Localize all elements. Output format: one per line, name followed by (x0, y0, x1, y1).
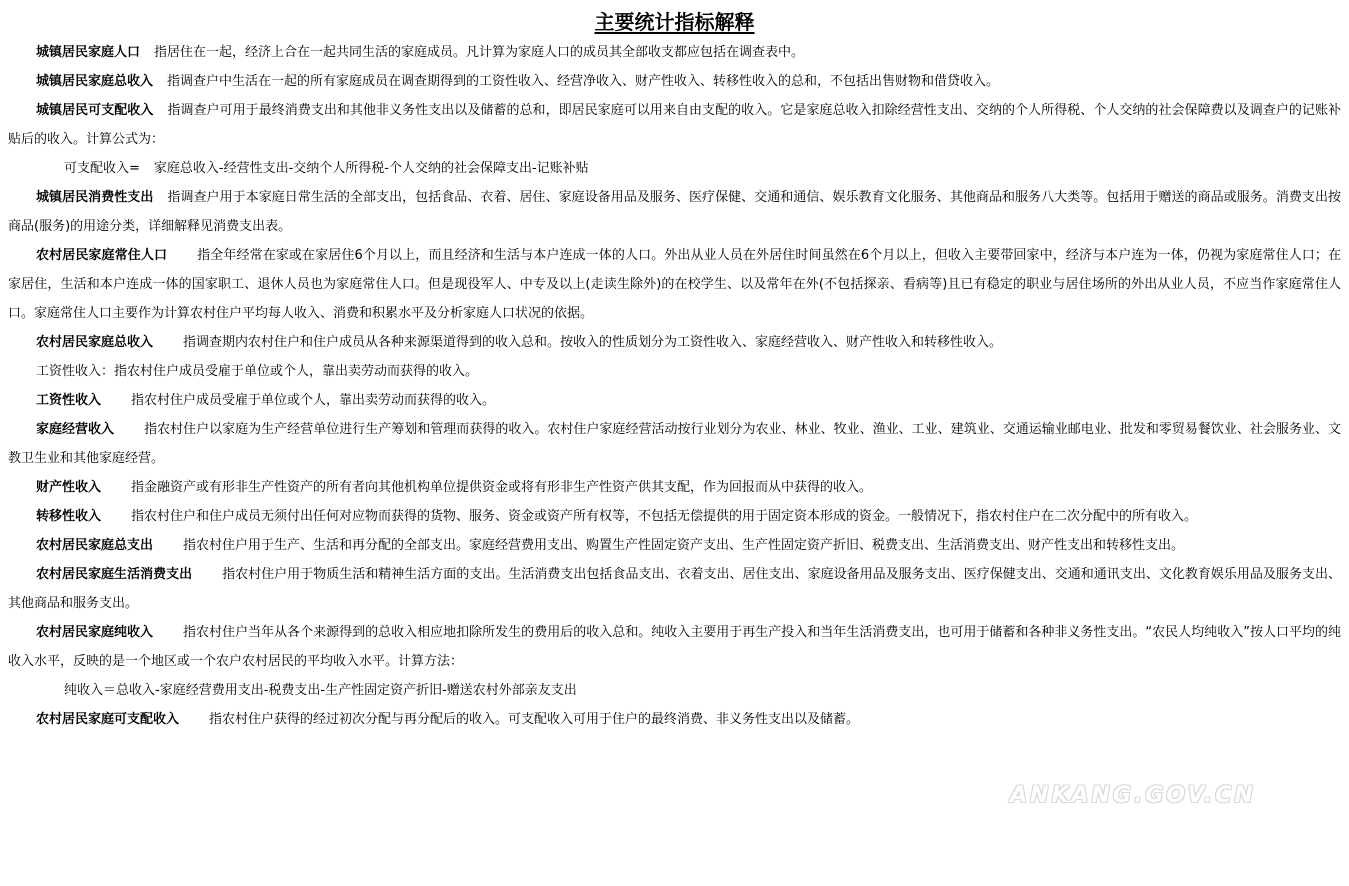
definition-rural-total-income (8, 328, 1341, 357)
definition-text: 指全年经常在家或在家居住6个月以上，而且经济和生活与本户连成一体的人口。外出从业人员在外居住时间虽然在6个月以上，但收入主要带回家中，经济与本户连为一体，仍视为家庭常住人口；在家居住，生活和本户连成一体的国家职工、退休人员也为家庭常住人口。但是现役军人、中专及以上(走读生除外)的在校学生、以及常年在外(不包括探亲、看病等)且已有稳定的职业与居住场所的外出从业人员，不应当作家庭常住人口。家庭常住人口主要作为计算农村住户平均每人收入、消费和积累水平及分析家庭人口状况的依据。 (8, 248, 1341, 321)
definition-text: 指农村住户成员受雇于单位或个人，靠出卖劳动而获得的收入。 (131, 393, 496, 408)
definition-text: 指调查户用于本家庭日常生活的全部支出，包括食品、衣着、居住、家庭设备用品及服务、医疗保健、交通和通信、娱乐教育文化服务、其他商品和服务八大类等。包括用于赠送的商品或服务。消费支出按商品(服务)的用途分类，详细解释见消费支出表。 (8, 190, 1341, 234)
definition-wage-income (8, 386, 1341, 415)
term-label: 农村居民家庭纯收入 (36, 625, 154, 640)
definition-rural-living-consumption (8, 560, 1341, 618)
definition-household-business-income (8, 415, 1341, 473)
formula-label: 纯收入＝总收入-家庭经营费用支出-税费支出-生产性固定资产折旧-赠送农村外部亲友支出 (64, 683, 577, 698)
definition-text: 指居住在一起，经济上合在一起共同生活的家庭成员。凡计算为家庭人口的成员其全部收支都应包括在调查表中。 (154, 45, 805, 60)
definition-urban-disposable-income (8, 96, 1341, 154)
definition-text: 指调查期内农村住户和住户成员从各种来源渠道得到的收入总和。按收入的性质划分为工资性收入、家庭经营收入、财产性收入和转移性收入。 (183, 335, 1003, 350)
term-label: 财产性收入 (36, 480, 102, 495)
document-page (8, 8, 1341, 734)
definition-rural-resident-population (8, 241, 1341, 328)
definition-text: 指农村住户用于生产、生活和再分配的全部支出。家庭经营费用支出、购置生产性固定资产支出、生产性固定资产折旧、税费支出、生活消费支出、财产性支出和转移性支出。 (183, 538, 1185, 553)
term-label: 农村居民家庭可支配收入 (36, 712, 180, 727)
term-label: 城镇居民家庭人口 (36, 45, 141, 60)
definition-rural-disposable-income (8, 705, 1341, 734)
definition-rural-net-income (8, 618, 1341, 676)
definition-urban-household-population (8, 38, 1341, 67)
definition-text: 工资性收入：指农村住户成员受雇于单位或个人，靠出卖劳动而获得的收入。 (36, 364, 479, 379)
definition-text: 指调查户可用于最终消费支出和其他非义务性支出以及储蓄的总和，即居民家庭可以用来自由支配的收入。它是家庭总收入扣除经营性支出、交纳的个人所得税、个人交纳的社会保障费以及调查户的记账补贴后的收入。计算公式为： (8, 103, 1341, 147)
definition-wage-income-plain (8, 357, 1341, 386)
definition-rural-total-expenditure (8, 531, 1341, 560)
site-watermark: ANKANG.GOV.CN (1010, 783, 1256, 808)
definition-text: 指农村住户以家庭为生产经营单位进行生产筹划和管理而获得的收入。农村住户家庭经营活动按行业划分为农业、林业、牧业、渔业、工业、建筑业、交通运输业邮电业、批发和零贸易餐饮业、社会服务业、文教卫生业和其他家庭经营。 (8, 422, 1341, 466)
term-label: 转移性收入 (36, 509, 102, 524)
term-label: 农村居民家庭总支出 (36, 538, 154, 553)
formula-label: 可支配收入= (64, 161, 140, 176)
term-label: 农村居民家庭生活消费支出 (36, 567, 193, 582)
formula-expression: 家庭总收入-经营性支出-交纳个人所得税-个人交纳的社会保障支出-记账补贴 (153, 161, 589, 176)
term-label: 工资性收入 (36, 393, 102, 408)
term-label: 农村居民家庭总收入 (36, 335, 154, 350)
definition-text: 指金融资产或有形非生产性资产的所有者向其他机构单位提供资金或将有形非生产性资产供其支配，作为回报而从中获得的收入。 (131, 480, 873, 495)
definition-text: 指农村住户和住户成员无须付出任何对应物而获得的货物、服务、资金或资产所有权等，不包括无偿提供的用于固定资本形成的资金。一般情况下，指农村住户在二次分配中的所有收入。 (131, 509, 1198, 524)
term-label: 城镇居民可支配收入 (36, 103, 154, 118)
page-title: 主要统计指标解释 (594, 10, 755, 34)
definition-text: 指农村住户当年从各个来源得到的总收入相应地扣除所发生的费用后的收入总和。纯收入主要用于再生产投入和当年生活消费支出，也可用于储蓄和各种非义务性支出。“农民人均纯收入”按人口平均的纯收入水平，反映的是一个地区或一个农户农村居民的平均收入水平。计算方法： (8, 625, 1341, 669)
definition-text: 指调查户中生活在一起的所有家庭成员在调查期得到的工资性收入、经营净收入、财产性收入、转移性收入的总和，不包括出售财物和借贷收入。 (167, 74, 1000, 89)
definition-text: 指农村住户获得的经过初次分配与再分配后的收入。可支配收入可用于住户的最终消费、非义务性支出以及储蓄。 (209, 712, 860, 727)
definition-property-income (8, 473, 1341, 502)
definition-urban-household-total-income (8, 67, 1341, 96)
definition-transfer-income (8, 502, 1341, 531)
term-label: 城镇居民家庭总收入 (36, 74, 154, 89)
term-label: 农村居民家庭常住人口 (36, 248, 168, 263)
formula-net-income (8, 676, 1341, 705)
definition-text: 指农村住户用于物质生活和精神生活方面的支出。生活消费支出包括食品支出、衣着支出、居住支出、家庭设备用品及服务支出、医疗保健支出、交通和通讯支出、文化教育娱乐用品及服务支出、其他商品和服务支出。 (8, 567, 1341, 611)
formula-disposable-income (8, 154, 1341, 183)
definition-urban-consumption-expenditure (8, 183, 1341, 241)
term-label: 家庭经营收入 (36, 422, 115, 437)
term-label: 城镇居民消费性支出 (36, 190, 154, 205)
